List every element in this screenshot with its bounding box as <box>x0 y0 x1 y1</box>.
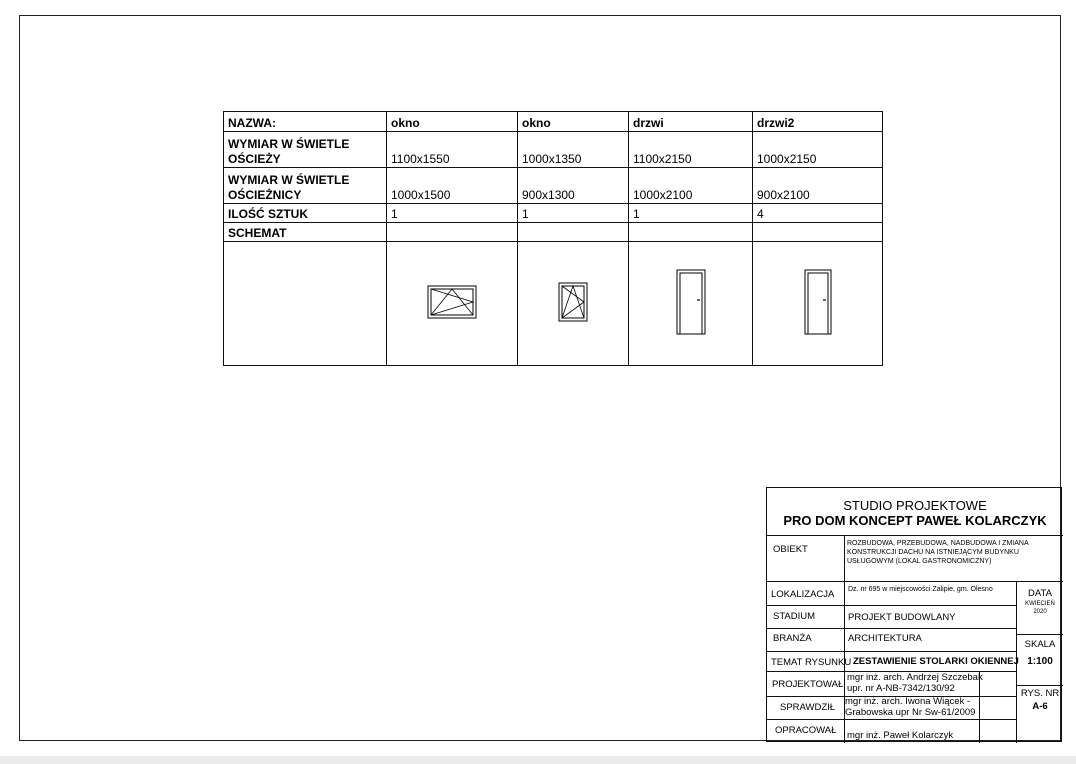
data-label: DATA <box>1028 588 1052 599</box>
header-cell-item-1: okno <box>387 112 518 132</box>
row-label: WYMIAR W ŚWIETLE OŚCIEŻNICY <box>224 168 387 204</box>
table-cell: 1000x1500 <box>387 168 518 204</box>
table-cell: 1 <box>387 204 518 223</box>
divider <box>767 651 1016 652</box>
skala-value: 1:100 <box>1027 656 1053 667</box>
table-cell: 900x2100 <box>753 168 883 204</box>
table-row <box>224 132 883 168</box>
table-row <box>224 168 883 204</box>
obiekt-label: OBIEKT <box>773 544 808 555</box>
projektowal-label: PROJEKTOWAŁ <box>772 679 844 690</box>
projektowal-value: mgr inż. arch. Andrzej Szczebak upr. nr A-NB-7342/130/92 <box>847 672 983 694</box>
joinery-schedule-table <box>223 111 883 366</box>
opracowal-value: mgr inż. Paweł Kolarczyk <box>847 730 954 741</box>
stadium-value: PROJEKT BUDOWLANY <box>848 612 956 623</box>
schema-cell <box>387 242 518 366</box>
table-cell: 1 <box>518 204 629 223</box>
window-wide-icon <box>427 285 477 319</box>
table-cell <box>753 223 883 242</box>
sprawdzil-value: mgr inż. arch. Iwona Wiącek - Grabowska upr Nr Sw-61/2009 <box>845 696 976 718</box>
table-cell <box>387 223 518 242</box>
row-label: ILOŚĆ SZTUK <box>224 204 387 223</box>
temat-value: ZESTAWIENIE STOLARKI OKIENNEJ <box>853 656 1019 667</box>
table-cell: 900x1300 <box>518 168 629 204</box>
window-narrow-icon <box>558 282 588 322</box>
skala-label: SKALA <box>1024 639 1056 650</box>
schema-row <box>224 242 883 366</box>
data-year: 2020 <box>1033 609 1047 615</box>
lokalizacja-value: Dz. nr 695 w miejscowości Zalipie, gm. Olesno <box>848 586 993 593</box>
table-cell: 1100x1550 <box>387 132 518 168</box>
table-cell: 1000x1350 <box>518 132 629 168</box>
lokalizacja-label: LOKALIZACJA <box>771 589 835 600</box>
table-row <box>224 223 883 242</box>
table-cell: 1000x2150 <box>753 132 883 168</box>
table-row <box>224 204 883 223</box>
bottom-scroll-bar <box>0 756 1076 764</box>
door-icon <box>804 269 832 335</box>
divider <box>767 628 1016 629</box>
door-icon <box>676 269 706 335</box>
divider <box>1016 685 1063 686</box>
branza-label: BRANŻA <box>773 633 812 644</box>
branza-value: ARCHITEKTURA <box>848 633 922 644</box>
data-month: KWIECIEŃ <box>1025 601 1055 607</box>
schema-empty-cell <box>224 242 387 366</box>
divider <box>767 605 1016 606</box>
temat-label: TEMAT RYSUNKU <box>771 657 852 668</box>
opracowal-label: OPRACOWAŁ <box>775 725 837 736</box>
title-block <box>766 487 1062 742</box>
divider <box>767 535 1063 536</box>
obiekt-value: ROZBUDOWA, PRZEBUDOWA, NADBUDOWA I ZMIANA KONSTRUKCJI DACHU NA ISTNIEJĄCYM BUDYNKU USŁUGOWYM (LOKAL GASTRONOMICZNY) <box>847 540 1029 565</box>
divider <box>767 719 1016 720</box>
divider <box>767 581 1063 582</box>
studio-name-line1: STUDIO PROJEKTOWE <box>843 498 987 513</box>
header-cell-item-2: okno <box>518 112 629 132</box>
sprawdzil-label: SPRAWDZIŁ <box>780 702 836 713</box>
table-header-row <box>224 112 883 132</box>
divider <box>1016 634 1063 635</box>
table-cell <box>629 223 753 242</box>
schema-cell <box>629 242 753 366</box>
rys-label: RYS. NR <box>1020 688 1060 699</box>
table-cell: 1100x2150 <box>629 132 753 168</box>
header-cell-nazwa: NAZWA: <box>224 112 387 132</box>
table-cell: 4 <box>753 204 883 223</box>
header-cell-item-3: drzwi <box>629 112 753 132</box>
stadium-label: STADIUM <box>773 611 816 622</box>
table-cell: 1 <box>629 204 753 223</box>
row-label: WYMIAR W ŚWIETLE OŚCIEŻY <box>224 132 387 168</box>
rys-value: A-6 <box>1032 701 1048 712</box>
studio-name-line2: PRO DOM KONCEPT PAWEŁ KOLARCZYK <box>783 513 1047 528</box>
schema-cell <box>753 242 883 366</box>
table-cell: 1000x2100 <box>629 168 753 204</box>
table-cell <box>518 223 629 242</box>
schema-cell <box>518 242 629 366</box>
header-cell-item-4: drzwi2 <box>753 112 883 132</box>
row-label: SCHEMAT <box>224 223 387 242</box>
